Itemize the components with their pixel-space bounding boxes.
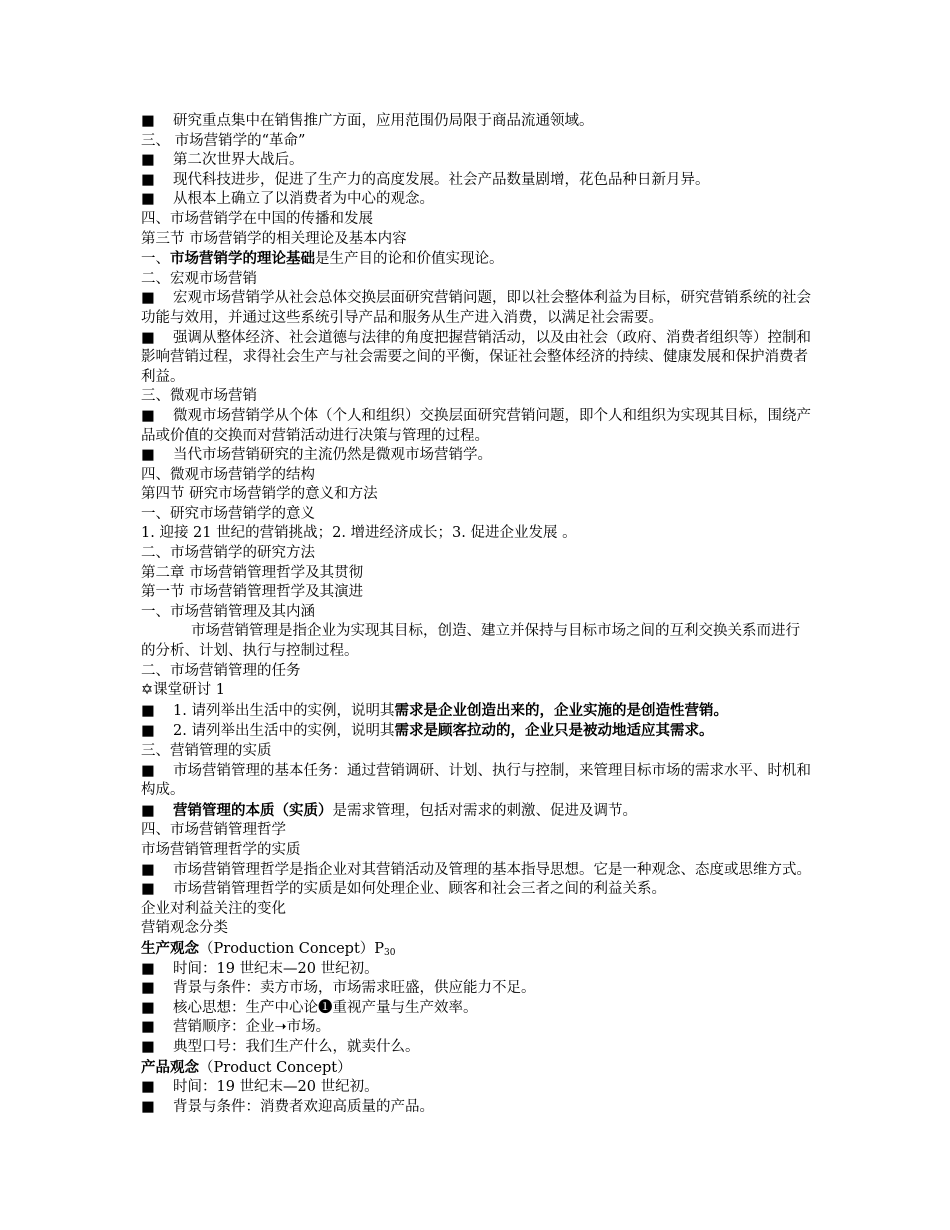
bullet-square-icon: ■ — [141, 881, 155, 898]
bullet-square-icon: ■ — [141, 1079, 155, 1096]
bullet-line: ■ 微观市场营销学从个体（个人和组织）交换层面研究营销问题，即个人和组织为实现其目标，围绕产品或价值的交换而对营销活动进行决策与管理的过程。 — [141, 407, 811, 444]
subheading: 企业对利益关注的变化 — [141, 900, 286, 917]
concept-heading: 生产观念（Production $Concept)P_{30}$ — [141, 939, 396, 958]
bullet-line: ■ 2. 请列举出生活中的实例，说明其需求是顾客拉动的，企业只是被动地适应其需求。 — [141, 721, 811, 742]
bullet-line: ■ 典型口号：我们生产什么，就卖什么。 — [141, 1038, 811, 1058]
chapter-title: 第二章 市场营销管理哲学及其贯彻 — [141, 564, 364, 581]
bullet-square-icon: ■ — [141, 1038, 155, 1055]
paragraph: 一、市场营销学的理论基础是生产目的论和价值实现论。 — [141, 250, 504, 268]
bullet-square-icon: ■ — [141, 980, 155, 997]
bullet-square-icon: ■ — [141, 152, 155, 169]
section-heading: 二、市场营销管理的任务 — [141, 662, 301, 679]
bullet-line: ■ 时间：19 世纪末—20 世纪初。 — [141, 1078, 811, 1098]
bullet-line: ■ 当代市场营销研究的主流仍然是微观市场营销学。 — [141, 446, 811, 466]
bullet-line: ■ 营销管理的本质（实质）是需求管理，包括对需求的刺激、促进及调节。 — [141, 801, 811, 822]
discussion-heading: ✡课堂研讨 1 — [141, 682, 225, 699]
bullet-line: ■ 市场营销管理哲学是指企业对其营销活动及管理的基本指导思想。它是一种观念、态度或思维方式。 — [141, 861, 811, 881]
bullet-square-icon: ■ — [141, 999, 155, 1016]
bullet-line: ■ 从根本上确立了以消费者为中心的观念。 — [141, 190, 811, 210]
bullet-line: ■ 背景与条件：卖方市场，市场需求旺盛，供应能力不足。 — [141, 979, 811, 999]
bullet-line: ■ 市场营销管理的基本任务：通过营销调研、计划、执行与控制，来管理目标市场的需求水平、时机和构成。 — [141, 762, 811, 799]
document-page — [141, 112, 811, 1117]
bullet-square-icon: ■ — [141, 447, 155, 464]
subheading: 营销观念分类 — [141, 920, 228, 937]
section-heading: 一、市场营销管理及其内涵 — [141, 603, 315, 620]
bullet-line: ■ 时间：19 世纪末—20 世纪初。 — [141, 960, 811, 980]
bullet-line: ■ 宏观市场营销学从社会总体交换层面研究营销问题，即以社会整体利益为目标，研究营销系统的社会功能与效用，并通过这些系统引导产品和服务从生产进入消费，以满足社会需要。 — [141, 290, 811, 326]
bullet-square-icon: ■ — [141, 960, 155, 977]
section-heading: 三、 市场营销学的“革命” — [141, 132, 306, 149]
bullet-line: ■ 现代科技进步，促进了生产力的高度发展。社会产品数量剧增，花色品种日新月异。 — [141, 171, 811, 191]
section-heading: 四、微观市场营销学的结构 — [141, 466, 315, 483]
bullet-square-icon: ■ — [141, 191, 155, 208]
bullet-line: ■ 市场营销管理哲学的实质是如何处理企业、顾客和社会三者之间的利益关系。 — [141, 880, 811, 900]
section-heading: 二、宏观市场营销 — [141, 270, 257, 287]
bullet-line: ■ 营销顺序：企业➝市场。 — [141, 1018, 811, 1038]
bullet-square-icon: ■ — [141, 329, 155, 346]
bullet-square-icon: ■ — [141, 290, 155, 307]
bullet-square-icon: ■ — [141, 861, 155, 878]
bullet-square-icon: ■ — [141, 113, 155, 129]
bullet-square-icon: ■ — [141, 1019, 155, 1036]
bullet-line: ■ 强调从整体经济、社会道德与法律的角度把握营销活动，以及由社会（政府、消费者组织等）控制和影响营销过程，求得社会生产与社会需要之间的平衡，保证社会整体经济的持续、健康发展和保护消费者利益。 — [141, 329, 811, 385]
bullet-line: ■ 1. 请列举出生活中的实例，说明其需求是企业创造出来的，企业实施的是创造性营销。 — [141, 701, 811, 722]
section-title: 第四节 研究市场营销学的意义和方法 — [141, 486, 378, 503]
section-heading: 一、研究市场营销学的意义 — [141, 505, 315, 522]
bullet-square-icon: ■ — [141, 171, 155, 188]
paragraph: 1. 迎接 21 世纪的营销挑战；2. 增进经济成长；3. 促进企业发展 。 — [141, 525, 577, 542]
section-heading: 三、营销管理的实质 — [141, 743, 272, 759]
bullet-square-icon: ■ — [141, 802, 155, 819]
bullet-square-icon: ■ — [141, 723, 155, 740]
bullet-line: ■ 第二次世界大战后。 — [141, 151, 811, 171]
section-title: 第一节 市场营销管理哲学及其演进 — [141, 584, 364, 601]
paragraph: 市场营销管理是指企业为实现其目标，创造、建立并保持与目标市场之间的互利交换关系而进行的分析、计划、执行与控制过程。 — [141, 623, 800, 660]
section-heading: 四、市场营销管理哲学 — [141, 822, 286, 839]
bullet-line: ■ 核心思想：生产中心论❶重视产量与生产效率。 — [141, 999, 811, 1019]
bullet-square-icon: ■ — [141, 1098, 155, 1115]
bullet-line: ■ 背景与条件：消费者欢迎高质量的产品。 — [141, 1098, 811, 1118]
bullet-square-icon: ■ — [141, 762, 155, 779]
bullet-square-icon: ■ — [141, 702, 155, 719]
section-heading: 四、市场营销学在中国的传播和发展 — [141, 210, 373, 227]
subheading: 市场营销管理哲学的实质 — [141, 841, 301, 858]
section-heading: 二、市场营销学的研究方法 — [141, 545, 315, 562]
section-heading: 三、微观市场营销 — [141, 388, 257, 405]
bullet-square-icon: ■ — [141, 407, 155, 424]
concept-heading: 产品观念（Product Concept） — [141, 1058, 352, 1076]
section-title: 第三节 市场营销学的相关理论及基本内容 — [141, 230, 407, 247]
bullet-line: ■ 研究重点集中在销售推广方面，应用范围仍局限于商品流通领域。 — [141, 112, 811, 132]
